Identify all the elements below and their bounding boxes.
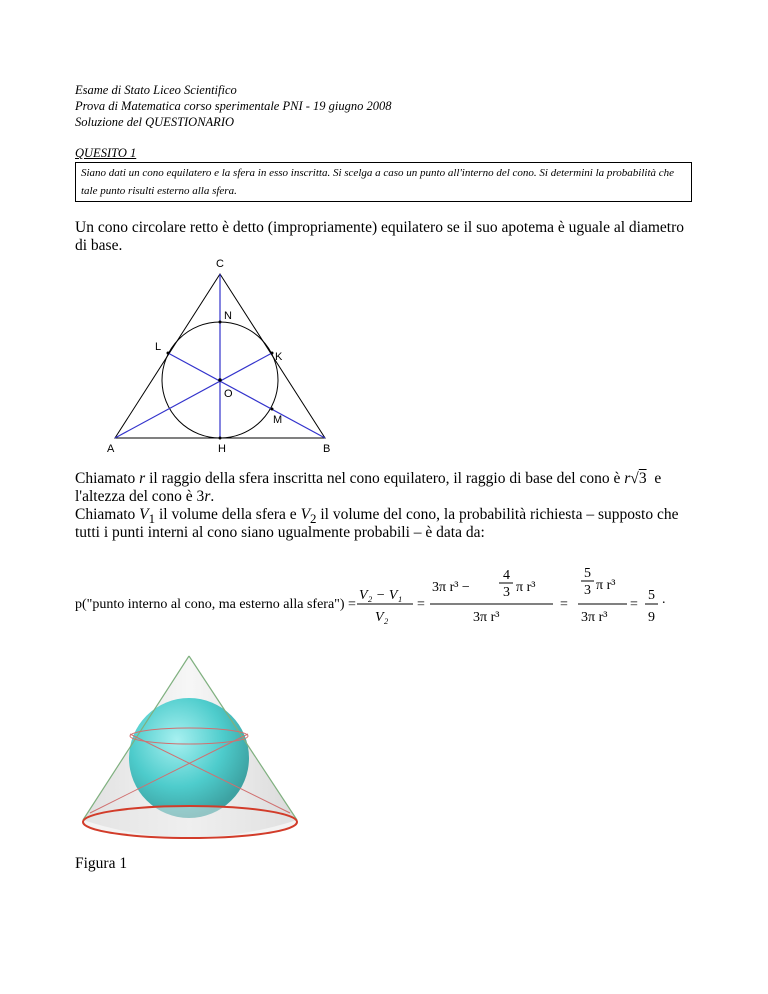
var-v2-sub: 2 — [310, 511, 317, 527]
question-box — [75, 162, 692, 202]
label-a: A — [107, 443, 115, 455]
frac1-num: V₂ − V₁ — [359, 588, 403, 603]
paragraph-line-d: tutti i punti interni al cono siano ugualmente probabili – è data da: — [75, 524, 485, 541]
sphere — [129, 698, 249, 818]
paragraph-line-b — [75, 488, 214, 506]
eq1: = — [417, 597, 425, 612]
header-line-1: Esame di Stato Liceo Scientifico — [75, 83, 237, 97]
point-o — [218, 378, 222, 382]
text-c1: Chiamato — [75, 506, 136, 523]
var-r-b: r — [204, 488, 211, 505]
median-a — [115, 353, 272, 438]
result-den: 9 — [648, 610, 655, 625]
label-b: B — [323, 443, 331, 455]
frac2-num-b-den: 3 — [503, 585, 510, 600]
cone-3d-figure — [80, 650, 310, 850]
frac3-num-num: 5 — [584, 566, 591, 581]
var-v1-sub: 1 — [148, 511, 156, 527]
point-k — [271, 352, 274, 355]
label-h: H — [218, 443, 226, 455]
text-a3: e — [654, 470, 662, 487]
probability-formula — [75, 565, 695, 635]
label-c: C — [216, 258, 224, 270]
label-o: O — [224, 388, 233, 400]
figure-caption: Figura 1 — [75, 855, 128, 872]
point-l — [167, 352, 170, 355]
frac1-den: V₂ — [375, 610, 389, 625]
frac2-num-b-num: 4 — [503, 568, 510, 583]
frac2-num-a: 3π r³ − — [432, 580, 470, 595]
question-text: Siano dati un cono equilatero e la sfera in esso inscritta. Si scelga a caso un punto all'interno del cono. Si determini la probabilità che tale punto risulti esterno alla sfera. — [81, 167, 675, 197]
var-v1: V — [139, 506, 149, 523]
result-num: 5 — [648, 588, 655, 603]
text-b1: l'altezza del cono è 3 — [75, 488, 205, 505]
header-line-3: Soluzione del QUESTIONARIO — [75, 115, 235, 129]
var-v2: V — [300, 506, 311, 523]
formula-end: . — [662, 592, 666, 607]
label-l: L — [155, 341, 162, 353]
cone-base — [83, 806, 297, 838]
formula-lhs: p("punto interno al cono, ma esterno alla sfera") = — [75, 597, 356, 612]
sqrt-symbol: √ — [630, 470, 639, 487]
text-c3: il volume del cono, la probabilità richiesta – supposto che — [320, 506, 679, 523]
label-m: M — [273, 414, 283, 426]
sqrt-n: 3 — [638, 470, 647, 487]
label-k: K — [275, 351, 283, 363]
frac2-den: 3π r³ — [473, 610, 500, 625]
eq2: = — [560, 597, 568, 612]
text-b2: . — [210, 488, 215, 505]
eq3: = — [630, 597, 638, 612]
intro-paragraph: Un cono circolare retto è detto (impropriamente) equilatero se il suo apotema è uguale al diametro di base. — [75, 219, 684, 254]
point-n — [219, 321, 222, 324]
paragraph-line-a — [75, 470, 695, 488]
median-b — [168, 353, 325, 438]
frac3-num-c: π r³ — [596, 578, 616, 593]
header-line-2: Prova di Matematica corso sperimentale PNI - 19 giugno 2008 — [75, 99, 392, 113]
label-n: N — [224, 310, 232, 322]
sqrt-r: r — [624, 470, 631, 487]
point-m — [271, 408, 274, 411]
frac3-num-den: 3 — [584, 583, 591, 598]
text-c2: il volume della sfera e — [158, 506, 297, 523]
question-title: QUESITO 1 — [75, 146, 137, 160]
point-h — [219, 437, 222, 440]
text-a2: il raggio della sfera inscritta nel cono equilatero, il raggio di base del cono è — [149, 470, 621, 487]
text-a1: Chiamato — [75, 470, 136, 487]
var-r: r — [139, 470, 146, 487]
frac2-num-c: π r³ — [516, 580, 536, 595]
cone-section-diagram — [105, 256, 345, 456]
frac3-den: 3π r³ — [581, 610, 608, 625]
